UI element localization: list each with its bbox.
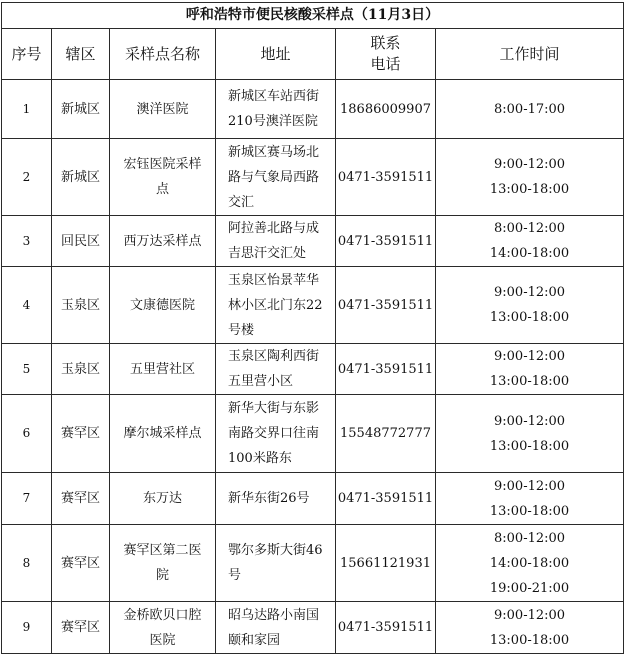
cell-hours-line: 9:00-12:00: [494, 349, 566, 364]
cell-district-text: 赛罕区: [60, 555, 100, 571]
cell-index: [2, 216, 52, 267]
cell-address-line: 林小区北门东22: [228, 297, 323, 313]
cell-phone-text: 0471-3591511: [337, 297, 434, 313]
cell-site-name: [110, 395, 216, 473]
cell-index-text: 4: [22, 297, 31, 312]
cell-address: [216, 395, 336, 473]
header-phone-line2: 电话: [370, 55, 401, 73]
cell-hours-line: 13:00-18:00: [489, 182, 570, 197]
cell-hours-line: 9:00-12:00: [494, 285, 566, 300]
cell-site-name-line: 宏钰医院采样: [123, 157, 202, 172]
cell-district-text: 赛罕区: [60, 426, 100, 441]
table-body: [2, 80, 624, 654]
cell-phone-text: 0471-3591511: [337, 361, 434, 377]
cell-site-name-line: 五里营社区: [129, 361, 195, 377]
header-address: 地址: [216, 29, 336, 80]
cell-index: [2, 80, 52, 139]
cell-address-line: 玉泉区怡景苹华: [228, 272, 320, 288]
cell-site-name-line: 点: [155, 182, 169, 197]
header-site-name: 采样点名称: [110, 29, 216, 80]
cell-hours-line: 8:00-12:00: [494, 530, 566, 546]
cell-phone: [336, 139, 436, 216]
cell-index: [2, 473, 52, 525]
cell-address-line: 南路交界口往南: [228, 426, 320, 441]
cell-phone: [336, 525, 436, 602]
cell-hours: [436, 525, 624, 602]
header-phone: [336, 29, 436, 80]
cell-hours: [436, 344, 624, 395]
cell-address: [216, 139, 336, 216]
cell-index: [2, 344, 52, 395]
cell-site-name-line: 摩尔城采样点: [123, 426, 202, 441]
cell-phone-text: 15661121931: [340, 555, 431, 571]
cell-address: [216, 344, 336, 395]
cell-hours-line: 13:00-18:00: [489, 374, 570, 389]
cell-district-text: 赛罕区: [60, 491, 100, 506]
cell-district: [52, 473, 110, 525]
cell-address: [216, 267, 336, 344]
cell-site-name-line: 澳洋医院: [136, 101, 189, 117]
cell-phone-text: 0471-3591511: [337, 620, 434, 635]
table-row: [2, 216, 624, 267]
cell-district-text: 新城区: [60, 169, 100, 185]
cell-hours: [436, 395, 624, 473]
cell-address: [216, 216, 336, 267]
cell-hours: [436, 267, 624, 344]
cell-address-line: 昭乌达路小南国: [228, 607, 320, 623]
cell-address-line: 吉思汗交汇处: [228, 246, 307, 261]
cell-district-text: 玉泉区: [60, 297, 100, 313]
cell-phone-text: 15548772777: [340, 426, 431, 441]
table-row: [2, 139, 624, 216]
cell-district: [52, 267, 110, 344]
cell-address-line: 号楼: [228, 322, 255, 338]
cell-district: [52, 525, 110, 602]
cell-address-line: 新华大街与东影: [228, 401, 320, 416]
cell-index-text: 2: [22, 169, 31, 184]
header-row: [2, 29, 624, 80]
cell-index-text: 8: [22, 555, 31, 570]
cell-hours: [436, 139, 624, 216]
cell-phone: [336, 80, 436, 139]
cell-phone: [336, 473, 436, 525]
cell-site-name: [110, 139, 216, 216]
cell-district-text: 玉泉区: [60, 361, 100, 377]
cell-address-line: 颐和家园: [228, 632, 281, 648]
cell-district: [52, 216, 110, 267]
cell-site-name: [110, 216, 216, 267]
header-index: 序号: [2, 29, 52, 80]
cell-index-text: 6: [22, 426, 31, 440]
cell-phone-text: 0471-3591511: [337, 491, 434, 506]
cell-address-line: 100米路东: [228, 451, 292, 466]
table-row: [2, 267, 624, 344]
cell-hours-line: 14:00-18:00: [489, 555, 570, 571]
cell-district-text: 新城区: [60, 101, 100, 117]
cell-site-name-line: 赛罕区第二医: [123, 543, 202, 558]
cell-site-name-line: 东万达: [142, 491, 182, 506]
cell-index-text: 7: [22, 491, 31, 505]
header-hours: 工作时间: [436, 29, 624, 80]
cell-hours-line: 9:00-12:00: [494, 478, 566, 494]
cell-index-text: 9: [22, 620, 31, 634]
sampling-sites-table: [1, 2, 624, 654]
cell-index-text: 5: [22, 361, 31, 376]
cell-hours-line: 8:00-17:00: [494, 101, 566, 117]
cell-site-name: [110, 344, 216, 395]
cell-address-line: 新城区赛马场北: [228, 144, 320, 160]
cell-hours-line: 13:00-18:00: [489, 438, 570, 454]
cell-district: [52, 344, 110, 395]
cell-site-name-line: 金桥欧贝口腔: [123, 607, 202, 623]
cell-site-name: [110, 267, 216, 344]
cell-phone: [336, 395, 436, 473]
cell-address: [216, 473, 336, 525]
header-district: 辖区: [52, 29, 110, 80]
cell-district-text: 赛罕区: [60, 620, 100, 635]
table-row: [2, 344, 624, 395]
cell-address: [216, 525, 336, 602]
cell-address-line: 阿拉善北路与成: [228, 221, 320, 236]
cell-district: [52, 139, 110, 216]
cell-site-name-line: 医院: [149, 632, 176, 648]
cell-hours-line: 13:00-18:00: [489, 632, 570, 648]
cell-hours: [436, 473, 624, 525]
cell-district-text: 回民区: [60, 233, 100, 249]
cell-phone-text: 0471-3591511: [337, 169, 434, 185]
cell-index: [2, 267, 52, 344]
header-phone-line1: 联系: [370, 34, 401, 52]
cell-address-line: 玉泉区陶利西街: [228, 349, 320, 364]
cell-hours-line: 9:00-12:00: [494, 157, 566, 172]
cell-phone: [336, 216, 436, 267]
cell-hours: [436, 216, 624, 267]
cell-hours-line: 8:00-12:00: [494, 221, 566, 236]
cell-hours-line: 14:00-18:00: [489, 246, 570, 261]
cell-site-name: [110, 525, 216, 602]
cell-address-line: 鄂尔多斯大街46: [228, 543, 323, 558]
cell-district: [52, 395, 110, 473]
cell-hours: [436, 80, 624, 139]
cell-address-line: 号: [228, 568, 242, 583]
cell-site-name: [110, 80, 216, 139]
cell-site-name: [110, 473, 216, 525]
table-row: [2, 473, 624, 525]
table-title: 呼和浩特市便民核酸采样点（11月3日）: [2, 3, 624, 29]
cell-address-line: 五里营小区: [228, 374, 294, 389]
cell-site-name-line: 西万达采样点: [123, 233, 202, 249]
cell-index-text: 3: [22, 233, 31, 248]
cell-hours-line: 19:00-21:00: [489, 580, 570, 596]
table-row: [2, 80, 624, 139]
cell-address-line: 路与气象局西路: [228, 169, 320, 185]
table-row: [2, 525, 624, 602]
table-row: [2, 395, 624, 473]
cell-phone: [336, 267, 436, 344]
cell-address-line: 210号澳洋医院: [228, 114, 318, 129]
cell-address-line: 交汇: [228, 194, 255, 210]
cell-address: [216, 80, 336, 139]
cell-site-name-line: 文康德医院: [129, 297, 195, 313]
cell-hours-line: 13:00-18:00: [489, 310, 570, 325]
cell-district: [52, 80, 110, 139]
cell-index: [2, 139, 52, 216]
cell-index: [2, 525, 52, 602]
cell-index: [2, 395, 52, 473]
cell-phone-text: 0471-3591511: [337, 233, 434, 249]
cell-hours-line: 9:00-12:00: [494, 607, 566, 623]
cell-address-line: 新华东街26号: [228, 491, 310, 506]
cell-hours-line: 13:00-18:00: [489, 503, 570, 519]
cell-hours-line: 9:00-12:00: [494, 413, 566, 429]
cell-address-line: 新城区车站西街: [228, 89, 320, 104]
cell-site-name-line: 院: [155, 568, 169, 583]
cell-phone-text: 18686009907: [340, 101, 431, 117]
cell-phone: [336, 344, 436, 395]
cell-index-text: 1: [22, 101, 31, 116]
